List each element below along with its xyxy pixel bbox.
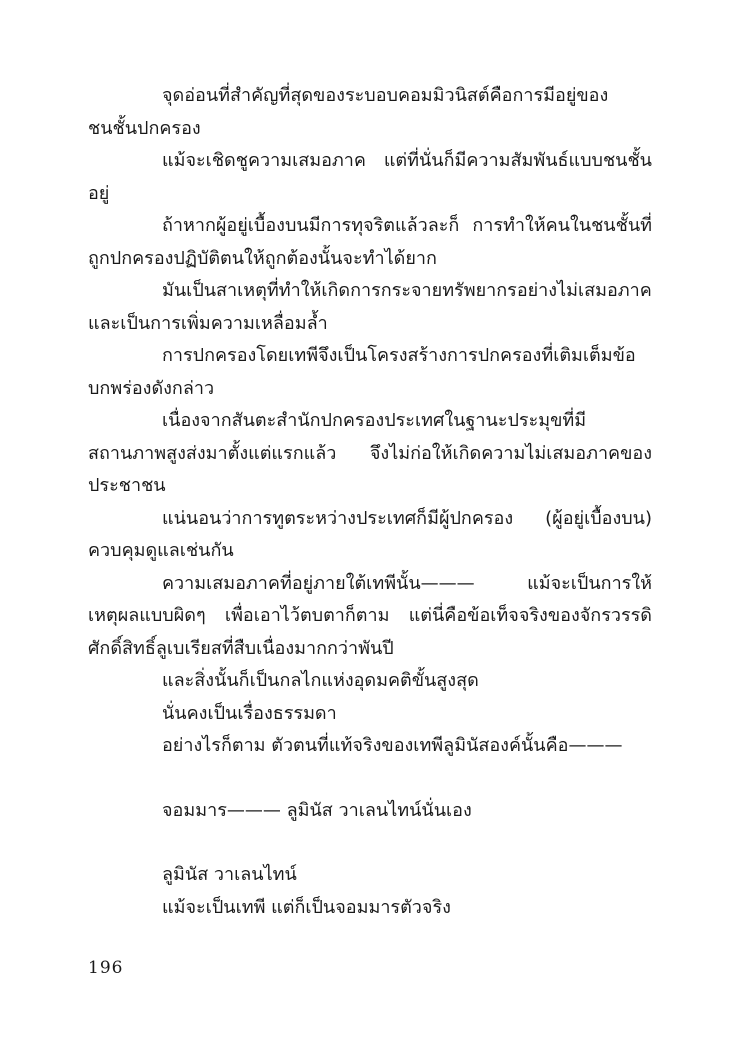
line-true-identity: อย่างไรก็ตาม ตัวตนที่แท้จริงของเทพีลูมินัสองค์นั้นคือ——— — [162, 735, 623, 756]
section-gap — [88, 827, 652, 859]
section-gap — [88, 763, 652, 795]
line-name: ลูมินัส วาเลนไทน์ — [162, 864, 297, 885]
paragraph-5: การปกครองโดยเทพีจึงเป็นโครงสร้างการปกครองที่เติมเต็มข้อบกพร่องดังกล่าว — [88, 345, 636, 399]
paragraph-2: แม้จะเชิดชูความเสมอภาค แต่ที่นั่นก็มีความสัมพันธ์แบบชนชั้นอยู่ — [88, 150, 652, 204]
page-body — [88, 80, 652, 924]
line-natural: นั่นคงเป็นเรื่องธรรมดา — [162, 702, 337, 724]
paragraph-3: ถ้าหากผู้อยู่เบื้องบนมีการทุจริตแล้วละก็ การทำให้คนในชนชั้นที่ถูกปกครองปฏิบัติตนให้ถูกต้องนั้นจะทำได้ยาก — [88, 215, 652, 269]
paragraph-4: มันเป็นสาเหตุที่ทำให้เกิดการกระจายทรัพยากรอย่างไม่เสมอภาคและเป็นการเพิ่มความเหลื่อมล้ำ — [88, 280, 652, 334]
line-mechanism: และสิ่งนั้นก็เป็นกลไกแห่งอุดมคติขั้นสูงสุด — [162, 670, 479, 691]
paragraph-6: เนื่องจากสันตะสำนักปกครองประเทศในฐานะประมุขที่มีสถานภาพสูงส่งมาตั้งแต่แรกแล้ว จึงไม่ก่อให้เกิดความไม่เสมอภาคของประชาชน — [88, 410, 652, 496]
line-goddess-demon: แม้จะเป็นเทพี แต่ก็เป็นจอมมารตัวจริง — [162, 896, 451, 918]
paragraph-8: ความเสมอภาคที่อยู่ภายใต้เทพีนั้น——— แม้จะเป็นการให้เหตุผลแบบผิดๆ เพื่อเอาไว้ตบตาก็ตาม แต่นี่คือข้อเท็จจริงของจักรวรรดิศักดิ์สิทธิ์ลูเบเรียสที่สืบเนื่องมากกว่าพันปี — [88, 572, 652, 659]
paragraph-7: แน่นอนว่าการทูตระหว่างประเทศก็มีผู้ปกครอง (ผู้อยู่เบื้องบน) ควบคุมดูแลเช่นกัน — [88, 507, 652, 561]
paragraph-1: จุดอ่อนที่สำคัญที่สุดของระบอบคอมมิวนิสต์คือการมีอยู่ของชนชั้นปกครอง — [88, 85, 609, 139]
page-number: 196 — [88, 958, 124, 978]
line-demon-lord: จอมมาร——— ลูมินัส วาเลนไทน์นั่นเอง — [162, 799, 472, 821]
